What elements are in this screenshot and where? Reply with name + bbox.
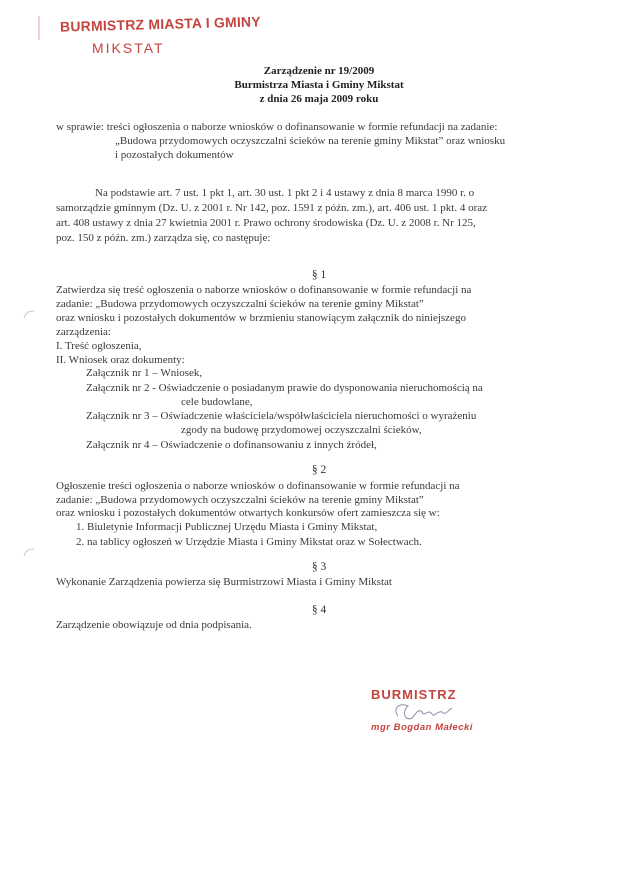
section-4-heading: § 4: [311, 604, 327, 616]
stamp-office-name: BURMISTRZ MIASTA I GMINY: [59, 13, 261, 35]
section-3-line: Wykonanie Zarządzenia powierza się Burmistrzowi Miasta i Gminy Mikstat: [56, 576, 392, 588]
attachment-item: cele budowlane,: [181, 396, 253, 408]
list-item: 2. na tablicy ogłoszeń w Urzędzie Miasta i Gminy Mikstat oraz w Sołectwach.: [76, 536, 422, 548]
document-title: Zarządzenie nr 19/2009: [263, 65, 375, 77]
preamble-line: poz. 150 z późn. zm.) zarządza się, co następuje:: [56, 232, 271, 244]
stamp-corner-mark-icon: [36, 14, 56, 44]
preamble-line: art. 408 ustawy z dnia 27 kwietnia 2001 r. Prawo ochrony środowiska (Dz. U. z 2008 r. Nr 125,: [56, 217, 476, 229]
document-date: z dnia 26 maja 2009 roku: [259, 93, 379, 105]
section-1-heading: § 1: [311, 269, 327, 281]
preamble-line: Na podstawie art. 7 ust. 1 pkt 1, art. 30 ust. 1 pkt 2 i 4 ustawy z dnia 8 marca 1990 r. o: [95, 187, 475, 199]
subject-line: i pozostałych dokumentów: [115, 149, 234, 161]
attachment-item: Załącznik nr 3 – Oświadczenie właściciela/współwłaściciela nieruchomości o wyrażeniu: [86, 410, 477, 422]
list-item: II. Wniosek oraz dokumenty:: [56, 354, 185, 366]
section-2-heading: § 2: [311, 464, 327, 476]
section-1-line: Zatwierdza się treść ogłoszenia o naborze wniosków o dofinansowanie w formie refundacji na: [56, 284, 472, 296]
attachment-item: Załącznik nr 2 - Oświadczenie o posiadanym prawie do dysponowania nieruchomością na: [86, 382, 483, 394]
subject-line: w sprawie: treści ogłoszenia o naborze wniosków o dofinansowanie w formie refundacji na zadanie:: [56, 121, 498, 133]
section-1-line: oraz wniosku i pozostałych dokumentów w brzmieniu stanowiącym załącznik do niniejszego: [56, 312, 466, 324]
stamp-town-name: MIKSTAT: [92, 40, 165, 56]
section-2-line: Ogłoszenie treści ogłoszenia o naborze wniosków o dofinansowanie w formie refundacji na: [56, 480, 460, 492]
list-item: 1. Biuletynie Informacji Publicznej Urzędu Miasta i Gminy Mikstat,: [76, 521, 378, 533]
section-3-heading: § 3: [311, 561, 327, 573]
section-4-line: Zarządzenie obowiązuje od dnia podpisania.: [56, 619, 252, 631]
attachment-item: Załącznik nr 1 – Wniosek,: [86, 367, 203, 379]
signature-title: BURMISTRZ: [371, 687, 457, 702]
punch-mark-icon: [22, 546, 36, 558]
section-1-line: zadanie: „Budowa przydomowych oczyszczalni ścieków na terenie gminy Mikstat”: [56, 298, 424, 310]
section-2-line: oraz wniosku i pozostałych dokumentów otwartych konkursów ofert zamieszcza się w:: [56, 507, 440, 519]
punch-mark-icon: [22, 308, 36, 320]
section-2-line: zadanie: „Budowa przydomowych oczyszczalni ścieków na terenie gminy Mikstat”: [56, 494, 424, 506]
attachment-item: Załącznik nr 4 – Oświadczenie o dofinansowaniu z innych źródeł,: [86, 439, 377, 451]
attachment-item: zgody na budowę przydomowej oczyszczalni ścieków,: [181, 424, 422, 436]
section-1-line: zarządzenia:: [56, 326, 111, 338]
signature-name: mgr Bogdan Małecki: [371, 722, 473, 733]
preamble-line: samorządzie gminnym (Dz. U. z 2001 r. Nr 142, poz. 1591 z późn. zm.), art. 406 ust. 1 pkt. 4 oraz: [56, 202, 488, 214]
list-item: I. Treść ogłoszenia,: [56, 340, 142, 352]
document-issuer: Burmistrza Miasta i Gminy Mikstat: [234, 79, 404, 91]
subject-line: „Budowa przydomowych oczyszczalni ścieków na terenie gminy Mikstat” oraz wniosku: [115, 135, 506, 147]
